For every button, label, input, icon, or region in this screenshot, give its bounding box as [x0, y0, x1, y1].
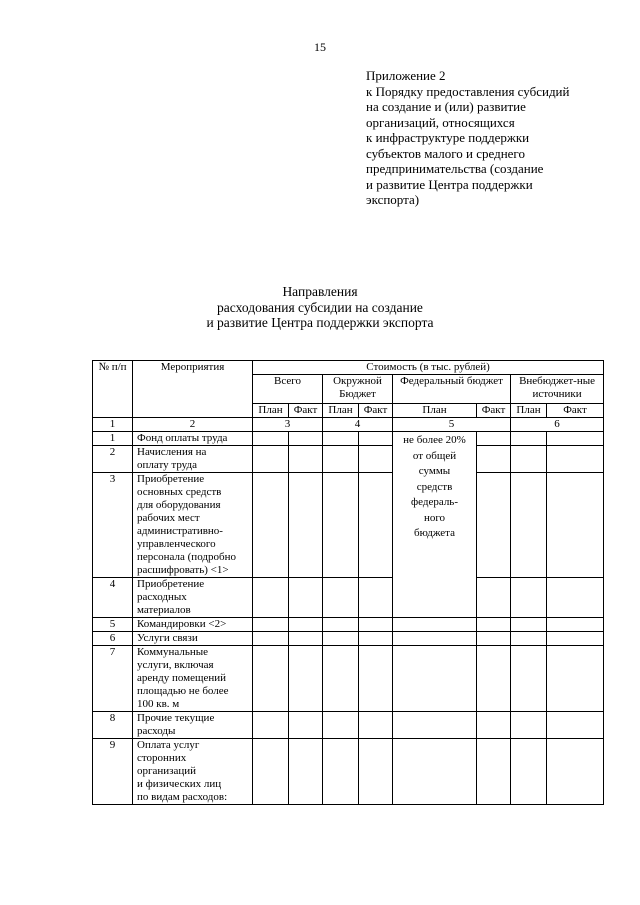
value-cell [253, 473, 289, 578]
row-activity [133, 446, 253, 473]
value-cell [253, 432, 289, 446]
value-cell [477, 618, 511, 632]
value-cell [547, 646, 604, 712]
federal-note-line: от общей [412, 449, 457, 462]
value-cell [323, 618, 359, 632]
header-federal: Федеральный бюджет [393, 375, 511, 404]
activity-line: персонала (подробно [137, 551, 236, 563]
value-cell [253, 578, 289, 618]
value-cell [477, 578, 511, 618]
value-cell [253, 446, 289, 473]
value-cell [323, 739, 359, 805]
value-cell [323, 646, 359, 712]
row-number: 4 [93, 578, 133, 618]
appendix-line: организаций, относящихся [366, 114, 515, 130]
appendix-line: Приложение 2 [366, 68, 446, 83]
federal-plan-note [393, 432, 477, 618]
value-cell [547, 432, 604, 446]
row-activity [133, 432, 253, 446]
value-cell [477, 432, 511, 446]
activity-line: Начисления на [137, 446, 207, 458]
title-line: расходования субсидии на создание [217, 299, 423, 315]
row-activity [133, 739, 253, 805]
header-plan: План [393, 404, 477, 418]
value-cell [323, 632, 359, 646]
value-cell [511, 432, 547, 446]
value-cell [289, 473, 323, 578]
federal-note-line: суммы [418, 465, 451, 477]
activity-line: аренду помещений [137, 672, 227, 684]
value-cell [359, 739, 393, 805]
row-number: 8 [93, 712, 133, 739]
value-cell [511, 739, 547, 805]
value-cell [477, 646, 511, 712]
value-cell [253, 712, 289, 739]
expenses-table [92, 360, 604, 805]
value-cell [511, 473, 547, 578]
activity-line: площадью не более [137, 685, 229, 697]
value-cell [323, 712, 359, 739]
activity-line: Приобретение [137, 473, 205, 485]
appendix-line: предпринимательства (создание [366, 161, 544, 176]
value-cell [477, 632, 511, 646]
activity-line: Фонд оплаты труда [137, 432, 228, 444]
table-row [93, 432, 604, 446]
value-cell [511, 632, 547, 646]
header-fact: Факт [289, 404, 323, 418]
value-cell [547, 712, 604, 739]
row-number: 2 [93, 446, 133, 473]
appendix-line: субъектов малого и среднего [366, 145, 525, 161]
header-plan: План [323, 404, 359, 418]
value-cell [289, 632, 323, 646]
value-cell [253, 632, 289, 646]
value-cell [289, 578, 323, 618]
row-activity [133, 646, 253, 712]
activity-line: оплату труда [137, 459, 197, 471]
federal-plan-cell [393, 739, 477, 805]
header-cost: Стоимость (в тыс. рублей) [253, 361, 604, 375]
row-number: 5 [93, 618, 133, 632]
row-activity [133, 712, 253, 739]
value-cell [289, 618, 323, 632]
federal-plan-cell [393, 712, 477, 739]
column-number: 2 [133, 418, 253, 432]
value-cell [359, 578, 393, 618]
value-cell [477, 446, 511, 473]
table-row [93, 473, 604, 578]
column-number: 4 [323, 418, 393, 432]
value-cell [253, 739, 289, 805]
value-cell [359, 473, 393, 578]
table-row [93, 446, 604, 473]
value-cell [547, 632, 604, 646]
value-cell [253, 618, 289, 632]
activity-line: Коммунальные [137, 646, 209, 658]
activity-line: организаций [137, 765, 197, 777]
value-cell [477, 739, 511, 805]
value-cell [323, 446, 359, 473]
value-cell [359, 618, 393, 632]
value-cell [511, 618, 547, 632]
table-row [93, 578, 604, 618]
value-cell [323, 578, 359, 618]
value-cell [323, 473, 359, 578]
appendix-line: и развитие Центра поддержки [366, 176, 533, 192]
value-cell [289, 712, 323, 739]
column-number: 1 [93, 418, 133, 432]
federal-plan-cell [393, 632, 477, 646]
appendix-line: к Порядку предоставления субсидий [366, 83, 570, 99]
row-number: 6 [93, 632, 133, 646]
activity-line: основных средств [137, 486, 222, 498]
table-row [93, 618, 604, 632]
table-row [93, 632, 604, 646]
value-cell [289, 646, 323, 712]
activity-line: расходы [137, 725, 176, 737]
table-row [93, 739, 604, 805]
value-cell [359, 432, 393, 446]
value-cell [547, 618, 604, 632]
value-cell [547, 446, 604, 473]
value-cell [511, 712, 547, 739]
federal-note-line: федераль- [411, 496, 458, 508]
value-cell [359, 446, 393, 473]
federal-plan-cell [393, 646, 477, 712]
appendix-line: к инфраструктуре поддержки [366, 130, 530, 145]
activity-line: Приобретение [137, 578, 205, 590]
row-number: 7 [93, 646, 133, 712]
column-number: 3 [253, 418, 323, 432]
activity-line: сторонних [137, 752, 187, 764]
table-row [93, 712, 604, 739]
activity-line: по видам расходов: [137, 791, 228, 803]
header-total: Всего [253, 375, 323, 404]
value-cell [253, 646, 289, 712]
title-line: и развитие Центра поддержки экспорта [206, 315, 434, 330]
activity-line: Командировки <2> [137, 618, 227, 630]
row-number: 9 [93, 739, 133, 805]
value-cell [477, 473, 511, 578]
activity-line: рабочих мест [137, 512, 200, 524]
activity-line: Прочие текущие [137, 712, 215, 724]
header-plan: План [253, 404, 289, 418]
table-row [93, 646, 604, 712]
header-plan: План [511, 404, 547, 418]
appendix-line: на создание и (или) развитие [366, 99, 526, 114]
value-cell [511, 446, 547, 473]
federal-plan-cell [393, 618, 477, 632]
column-number: 6 [511, 418, 604, 432]
activity-line: административно- [137, 525, 223, 537]
header-fact: Факт [477, 404, 511, 418]
header-num: № п/п [93, 361, 133, 418]
federal-note-line: ного [423, 511, 446, 524]
activity-line: расшифровать) <1> [137, 564, 229, 576]
value-cell [323, 432, 359, 446]
activity-line: Оплата услуг [137, 739, 200, 751]
value-cell [547, 578, 604, 618]
header-fact: Факт [359, 404, 393, 418]
title-line: Направления [282, 284, 358, 299]
header-district: Окружной Бюджет [323, 375, 393, 404]
activity-line: материалов [137, 604, 191, 616]
header-offbudget: Внебюджет-ные источники [511, 375, 604, 404]
row-activity [133, 578, 253, 618]
value-cell [359, 646, 393, 712]
value-cell [289, 432, 323, 446]
appendix-heading [366, 68, 606, 208]
value-cell [547, 473, 604, 578]
header-activity: Мероприятия [133, 361, 253, 418]
appendix-line: экспорта) [366, 192, 420, 207]
row-number: 3 [93, 473, 133, 578]
activity-line: Услуги связи [137, 632, 198, 644]
activity-line: и физических лиц [137, 778, 222, 790]
page-number: 15 [314, 40, 326, 54]
federal-note-line: бюджета [413, 527, 455, 539]
column-number: 5 [393, 418, 511, 432]
row-activity [133, 632, 253, 646]
header-fact: Факт [547, 404, 604, 418]
value-cell [289, 446, 323, 473]
value-cell [547, 739, 604, 805]
row-activity [133, 473, 253, 578]
value-cell [289, 739, 323, 805]
row-activity [133, 618, 253, 632]
activity-line: расходных [137, 591, 187, 603]
value-cell [511, 646, 547, 712]
value-cell [359, 632, 393, 646]
activity-line: услуги, включая [137, 659, 214, 671]
document-title [0, 284, 640, 331]
federal-note-line: средств [416, 480, 453, 493]
activity-line: управленческого [137, 538, 216, 550]
value-cell [359, 712, 393, 739]
activity-line: для оборудования [137, 499, 221, 511]
row-number: 1 [93, 432, 133, 446]
value-cell [477, 712, 511, 739]
activity-line: 100 кв. м [137, 698, 180, 710]
value-cell [511, 578, 547, 618]
federal-note-line: не более 20% [403, 434, 466, 446]
